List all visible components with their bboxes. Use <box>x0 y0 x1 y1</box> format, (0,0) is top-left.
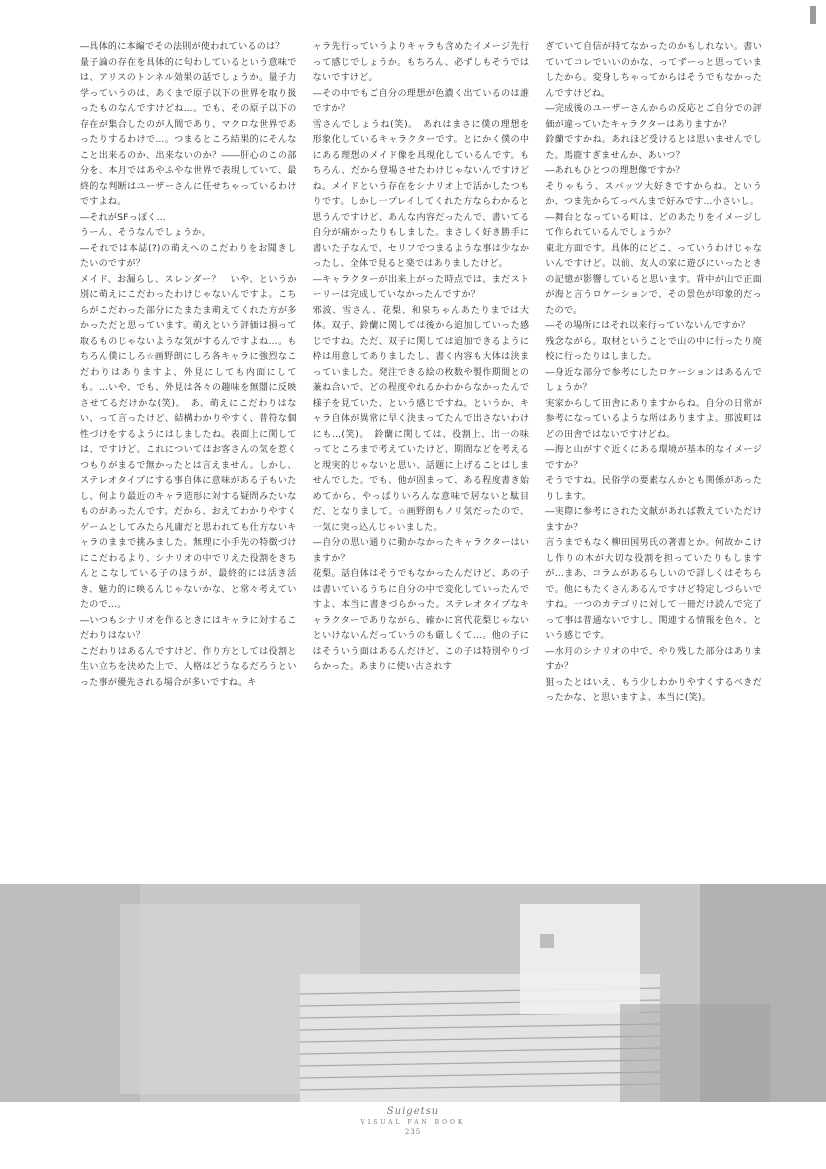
text-column-2 <box>313 40 530 740</box>
paragraph: 実家からして田舎にありますからね。自分の日常が参考になっているような所はありますよ。那波町はどの田舎ではないですけどね。 <box>545 398 762 440</box>
paragraph: ―実際に参考にされた文献があれば教えていただけますか？ <box>545 507 762 533</box>
paragraph: ―海と山がすぐ近くにある環境が基本的なイメージですか？ <box>545 445 762 471</box>
paragraph: 東北方面です。具体的にどこ、っていうわけじゃないんですけど。以前、友人の家に遊びにいったときの記憶が影響していると思います。背中が山で正面が海と言うロケーションで、その景色が印象的だったので。 <box>545 243 762 316</box>
paragraph: 狙ったとはいえ、もう少しわかりやすくするべきだったかな、と思いますよ、本当に(笑)。 <box>545 677 762 703</box>
paragraph: ―それでは本誌(?)の萌えへのこだわりをお聞きしたいのですが？ <box>80 243 297 269</box>
paragraph: 邪波、雪さん、花梨、和泉ちゃんあたりまでは大体。双子、鈴蘭に関しては後から追加していった感じですね。ただ、双子に関しては追加できるように枠は用意してありましたし、書く内容も大体は決まっていました。発注できる絵の枚数や製作期間との兼ね合いで、どの程度やれるかわからなかったんで様子を見ていた、という感じですね。というか、キャラ自体が異常に早く決まってたんで出さないわけにも…(笑)。 鈴蘭に関しては、役割上、出一の味ってところまで考えていたけど、期間などを考えると現実的じゃないと思い、話題に上げることはしませんでした。でも、他が固まって、ある程度書き始めてから、やっぱりいろんな意味で居ないと駄目だ、となりまして。☆画野朗もノリ気だったので、一気に突っ込んじゃいました。 <box>312 305 530 533</box>
paragraph: そうですね。民俗学の要素なんかとも関係があったりします。 <box>545 476 762 502</box>
book-logo: Suigetsu <box>386 1106 440 1117</box>
paragraph: そりゃもう、スパッツ大好きですからね。というか、つま先からてっぺんまで好みです…小さいし。 <box>545 181 762 207</box>
paragraph: ―その中でもご自分の理想が色濃く出ているのは誰ですか？ <box>312 88 530 114</box>
paragraph: こだわりはあるんですけど、作り方としては役割と生い立ちを決めた上で、人格はどうなるだろうといった事が優先される場合が多いですね。キ <box>80 646 297 688</box>
paragraph: メイド、お漏らし、スレンダー？ いや、というか別に萌えにこだわったわけじゃないんですよ。こちらがこだわった部分にたまたま萌えてくれた方が多かっただと思っています。萌えという評価は損って取るものじゃないような気がするんですよね…。もちろん僕にしろ☆画野朗にしろ各キャラに強烈なこだわりはありますよ、外見にしても内面にしても。…いや、でも、外見は各々の趣味を無闇に反映させてるだけかな(笑)。 あ、萌えにこだわりはない、って言ったけど、結構わかりやすく、普符な個性づけをするようにはしましたね。表面上に関しては、ですけど。これについてはお客さんの気を惹くつもりがまるで無かったとは言えません。しかし、ステレオタイプにする事自体に意味がある子もいたし、何より最近のキャラ造形に対する疑問みたいなものがあったんです。だから、おえてわかりやすくゲームとしてみたら凡庸だと思われても仕方ないキャラのままで挑みました。無理に小手先の特徴づけにこだわるより、シナリオの中でリえた役割をきちんとこなしている子のほうが、最終的には活き活き、魅力的に映るんじゃないかな、と常々考えていたので…。 <box>80 274 297 610</box>
paragraph: ―それがSFっぽく… <box>80 212 166 223</box>
paragraph: 花梨。話自体はそうでもなかったんだけど、あの子は書いているうちに自分の中で変化していったんですよ、本当に書きづらかった。ステレオタイプなキャラクターでありながら、確かに宮代花梨じゃないといけないんだっていうのも厳しくて…。他の子にはそういう面はあるんだけど、この子は特別やりづらかった。あまりに使い古されす <box>312 569 530 672</box>
paragraph: 雪さんでしょうね(笑)。 あれはまさに僕の理想を形象化しているキャラクターです。とにかく僕の中にある理想のメイド像を具現化しているんです。もちろん、だから登場させたわけじゃないんですけどね。メイドという存在をシナリオ上で活かしたつもりです。しかし一プレイしてくれた方ならわかると思うんですけど、あんな内容だったんで、書いてる自分が痛かったりもしました。まさしく好き勝手に書いた子なんで、セリフでつまるような事は少なかったし、全体で見ると楽ではありましたけど。 <box>312 119 530 269</box>
paragraph: 量子論の存在を具体的に匂わしているという意味では、アリスのトンネル効果の話でしょうか。量子力学っていうのは、あくまで原子以下の世界を取り扱ったものなんですけどね…。でも、その原子以下の存在が集合したのが人間であり、マクロな世界であったりするわけで…。つまるところ結果的にそんなこと出来るのか、出来ないのか？――肝心のこの部分を、本月ではあやふやな世界で表現していて、最終的な判断はユーザーさんに任せちゃっているわけですよね。 <box>80 57 297 207</box>
text-column-3 <box>545 40 762 740</box>
text-column-1 <box>80 40 297 740</box>
paragraph: ―完成後のユーザーさんからの反応とご自分での評価が違っていたキャラクターはありますか？ <box>545 104 762 130</box>
paragraph: ―水月のシナリオの中で、やり残した部分はありますか？ <box>545 646 762 672</box>
page-edge-tab <box>810 6 816 24</box>
page-number: 235 <box>404 1128 422 1136</box>
paragraph: ―自分の思い通りに動かなかったキャラクターはいますか？ <box>312 538 530 564</box>
paragraph: うーん、そうなんでしょうか。 <box>80 228 211 238</box>
paragraph: 残念ながら。取材ということで山の中に行ったり廃校に行ったりはしました。 <box>545 336 762 362</box>
interview-text-area <box>80 40 762 740</box>
paragraph: ―キャラクターが出来上がった時点では、まだストーリーは完成していなかったんですか？ <box>312 274 530 300</box>
paragraph: ―身近な部分で参考にしたロケーションはあるんでしょうか？ <box>545 367 762 393</box>
paragraph: ャラ先行っていうよりキャラも含めたイメージ先行って感じでしょうか。もちろん、必ずしもそうではないですけど。 <box>312 42 530 83</box>
paragraph: ―その場所にはそれ以来行っていないんですか？ <box>545 321 750 331</box>
paragraph: ―舞台となっている町は、どのあたりをイメージして作られているんでしょうか？ <box>545 212 762 238</box>
paragraph: ―いつもシナリオを作るときにはキャラに対するこだわりはない？ <box>80 615 297 641</box>
paragraph: ―あれもひとつの理想像ですか？ <box>545 166 685 176</box>
book-subtitle: VISUAL FAN BOOK <box>360 1119 466 1126</box>
books-photo <box>0 884 826 1102</box>
paragraph: 言うまでもなく柳田国男氏の著書とか。何故かこけし作りの木が大切な役割を担っていたりもしますが…まあ、コラムがあるらしいので詳しくはそちらで。他にもたくさんあるんですけど特定しづらいですね。一つのカテゴリに対して一冊だけ読んで完了って事は普通ないですし、関連する情報を色々、という感じです。 <box>545 538 762 641</box>
paragraph: 鈴蘭ですかね。あれほど受けるとは思いませんでした。馬鹿すぎませんか、あいつ？ <box>545 135 762 161</box>
paragraph: ぎていて自信が持てなかったのかもしれない。書いていてコレでいいのかな、ってずーっと思っていましたから。変身しちゃってからはそうでもなかったんですけどね。 <box>545 42 762 99</box>
page-footer <box>0 1106 826 1136</box>
paragraph: ―具体的に本編でその法則が使われているのは？ <box>80 42 285 52</box>
